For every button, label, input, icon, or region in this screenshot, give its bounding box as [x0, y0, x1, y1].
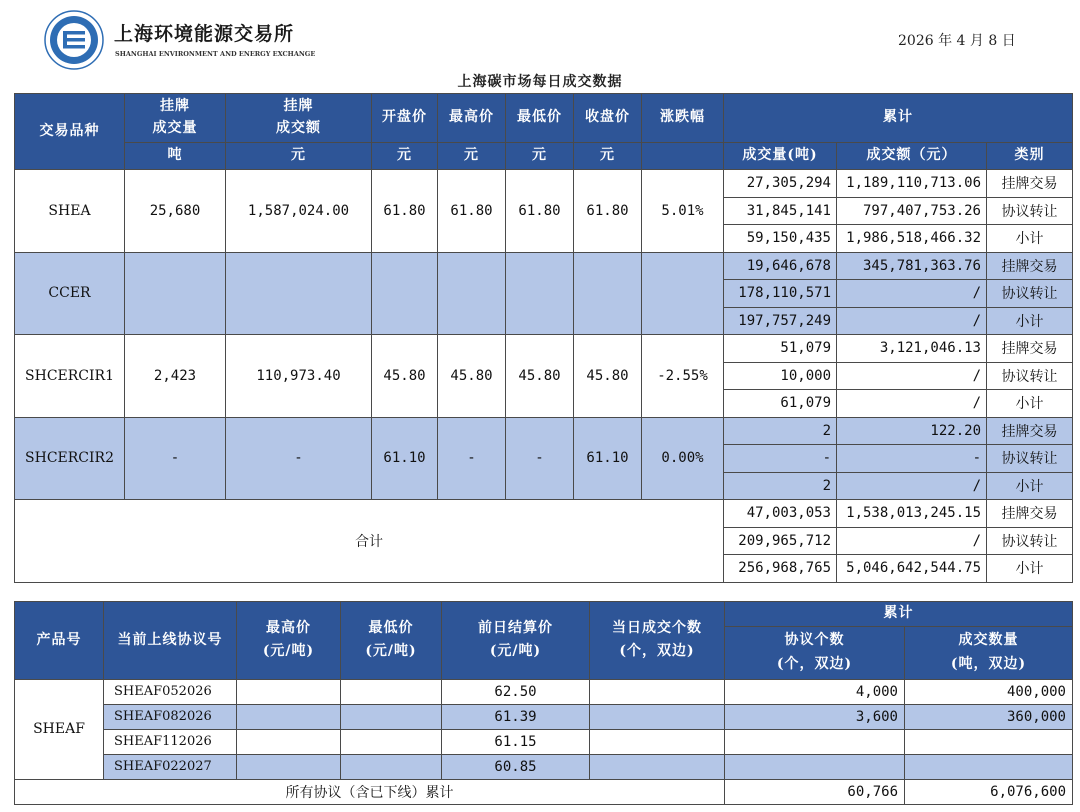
cum-amount: /: [837, 472, 987, 500]
cum-amount: 1,189,110,713.06: [837, 170, 987, 198]
cum-volume: -: [724, 445, 837, 473]
product-name: SHCERCIR2: [15, 417, 125, 500]
fut-deals: [590, 754, 725, 779]
cum-category: 协议转让: [987, 362, 1073, 390]
high-price: 45.80: [438, 335, 506, 418]
fut-header-product: 产品号: [15, 602, 104, 680]
total-category: 挂牌交易: [987, 500, 1073, 528]
cum-category: 协议转让: [987, 197, 1073, 225]
cum-amount: /: [837, 280, 987, 308]
unit-cum-category: 类别: [987, 143, 1073, 170]
fut-deals: [590, 729, 725, 754]
unit-open: 元: [372, 143, 438, 170]
header-high: 最高价: [438, 94, 506, 143]
table-row: [15, 252, 1073, 280]
fut-header-high: 最高价 (元/吨): [237, 602, 341, 680]
product-name: SHCERCIR1: [15, 335, 125, 418]
unit-cum-amount: 成交额（元）: [837, 143, 987, 170]
price-change: 5.01%: [642, 170, 724, 253]
total-row: [15, 500, 1073, 528]
unit-cum-volume: 成交量(吨): [724, 143, 837, 170]
price-change: [642, 252, 724, 335]
table-row: [15, 704, 1073, 729]
futures-table: [14, 601, 1073, 805]
cum-category: 小计: [987, 390, 1073, 418]
fut-cum-quantity: [905, 729, 1073, 754]
cum-amount: 797,407,753.26: [837, 197, 987, 225]
report-header: [0, 0, 1080, 70]
product-name: SHEA: [15, 170, 125, 253]
fut-cum-quantity: [905, 754, 1073, 779]
fut-header-cum-contracts: 协议个数 (个，双边): [725, 626, 905, 679]
fut-high: [237, 754, 341, 779]
total-volume: 256,968,765: [724, 555, 837, 583]
high-price: -: [438, 417, 506, 500]
cum-volume: 19,646,678: [724, 252, 837, 280]
listed-volume: -: [125, 417, 226, 500]
fut-cum-contracts: [725, 729, 905, 754]
header-change: 涨跌幅: [642, 94, 724, 143]
fut-header-cum-quantity: 成交数量 (吨，双边): [905, 626, 1073, 679]
fut-low: [341, 679, 442, 704]
futures-total-row: [15, 779, 1073, 804]
high-price: [438, 252, 506, 335]
cum-volume: 10,000: [724, 362, 837, 390]
fut-low: [341, 729, 442, 754]
unit-low: 元: [506, 143, 574, 170]
fut-prev-settle: 61.39: [442, 704, 590, 729]
exchange-logo-icon: [44, 10, 104, 70]
open-price: 61.10: [372, 417, 438, 500]
cum-volume: 2: [724, 417, 837, 445]
fut-cum-contracts: [725, 754, 905, 779]
table-row: [15, 754, 1073, 779]
table-row: [15, 170, 1073, 198]
low-price: [506, 252, 574, 335]
futures-table-body: [15, 679, 1073, 804]
fut-cum-quantity: 360,000: [905, 704, 1073, 729]
fut-deals: [590, 679, 725, 704]
total-volume: 209,965,712: [724, 527, 837, 555]
open-price: [372, 252, 438, 335]
fut-cum-contracts: 4,000: [725, 679, 905, 704]
table-row: [15, 729, 1073, 754]
header-listed-amount: 挂牌 成交额: [226, 94, 372, 143]
listed-amount: 1,587,024.00: [226, 170, 372, 253]
product-name: CCER: [15, 252, 125, 335]
cum-amount: /: [837, 307, 987, 335]
report-date: 2026 年 4 月 8 日: [898, 33, 1016, 49]
cum-volume: 51,079: [724, 335, 837, 363]
org-name-en: SHANGHAI ENVIRONMENT AND ENERGY EXCHANGE: [115, 50, 316, 58]
contract-code: SHEAF052026: [104, 679, 237, 704]
total-category: 小计: [987, 555, 1073, 583]
carbon-table-body: [15, 170, 1073, 583]
listed-volume: 2,423: [125, 335, 226, 418]
close-price: 61.10: [574, 417, 642, 500]
fut-prev-settle: 62.50: [442, 679, 590, 704]
fut-high: [237, 729, 341, 754]
fut-header-cumulative: 累计: [725, 602, 1073, 627]
header-variety: 交易品种: [15, 94, 125, 170]
header-low: 最低价: [506, 94, 574, 143]
cum-volume: 178,110,571: [724, 280, 837, 308]
fut-high: [237, 679, 341, 704]
fut-header-deals: 当日成交个数 (个，双边): [590, 602, 725, 680]
contract-code: SHEAF022027: [104, 754, 237, 779]
total-amount: 5,046,642,544.75: [837, 555, 987, 583]
low-price: 45.80: [506, 335, 574, 418]
cum-category: 协议转让: [987, 280, 1073, 308]
total-amount: 1,538,013,245.15: [837, 500, 987, 528]
fut-low: [341, 704, 442, 729]
cum-category: 挂牌交易: [987, 335, 1073, 363]
cum-amount: 3,121,046.13: [837, 335, 987, 363]
price-change: 0.00%: [642, 417, 724, 500]
header-close: 收盘价: [574, 94, 642, 143]
header-listed-volume: 挂牌 成交量: [125, 94, 226, 143]
header-cumulative: 累计: [724, 94, 1073, 143]
open-price: 61.80: [372, 170, 438, 253]
cum-volume: 31,845,141: [724, 197, 837, 225]
unit-listed-volume: 吨: [125, 143, 226, 170]
listed-amount: -: [226, 417, 372, 500]
fut-cum-contracts: 3,600: [725, 704, 905, 729]
table-row: [15, 417, 1073, 445]
unit-high: 元: [438, 143, 506, 170]
report-title: 上海碳市场每日成交数据: [457, 74, 623, 90]
futures-total-label: 所有协议（含已下线）累计: [15, 779, 725, 804]
fut-header-contract: 当前上线协议号: [104, 602, 237, 680]
cum-volume: 27,305,294: [724, 170, 837, 198]
price-change: -2.55%: [642, 335, 724, 418]
unit-change: [642, 143, 724, 170]
total-amount: /: [837, 527, 987, 555]
total-category: 协议转让: [987, 527, 1073, 555]
header-open: 开盘价: [372, 94, 438, 143]
listed-amount: 110,973.40: [226, 335, 372, 418]
cum-amount: 1,986,518,466.32: [837, 225, 987, 253]
contract-code: SHEAF112026: [104, 729, 237, 754]
cum-volume: 197,757,249: [724, 307, 837, 335]
cum-category: 协议转让: [987, 445, 1073, 473]
carbon-market-table: [14, 93, 1073, 583]
cum-category: 小计: [987, 472, 1073, 500]
cum-amount: 122.20: [837, 417, 987, 445]
open-price: 45.80: [372, 335, 438, 418]
listed-amount: [226, 252, 372, 335]
fut-header-low: 最低价 (元/吨): [341, 602, 442, 680]
fut-cum-quantity: 400,000: [905, 679, 1073, 704]
close-price: [574, 252, 642, 335]
futures-total-quantity: 6,076,600: [905, 779, 1073, 804]
cum-amount: /: [837, 390, 987, 418]
cum-amount: /: [837, 362, 987, 390]
table-row: [15, 679, 1073, 704]
cum-volume: 2: [724, 472, 837, 500]
fut-prev-settle: 61.15: [442, 729, 590, 754]
org-name-cn: 上海环境能源交易所: [114, 23, 295, 45]
fut-header-prev-settle: 前日结算价 (元/吨): [442, 602, 590, 680]
fut-high: [237, 704, 341, 729]
cum-category: 小计: [987, 225, 1073, 253]
cum-category: 挂牌交易: [987, 170, 1073, 198]
cum-volume: 59,150,435: [724, 225, 837, 253]
contract-code: SHEAF082026: [104, 704, 237, 729]
fut-low: [341, 754, 442, 779]
unit-close: 元: [574, 143, 642, 170]
cum-category: 挂牌交易: [987, 252, 1073, 280]
cum-category: 挂牌交易: [987, 417, 1073, 445]
low-price: 61.80: [506, 170, 574, 253]
high-price: 61.80: [438, 170, 506, 253]
listed-volume: [125, 252, 226, 335]
futures-total-contracts: 60,766: [725, 779, 905, 804]
table-row: [15, 335, 1073, 363]
low-price: -: [506, 417, 574, 500]
total-label: 合计: [15, 500, 724, 583]
listed-volume: 25,680: [125, 170, 226, 253]
cum-amount: -: [837, 445, 987, 473]
close-price: 61.80: [574, 170, 642, 253]
cum-amount: 345,781,363.76: [837, 252, 987, 280]
futures-product: SHEAF: [15, 679, 104, 779]
cum-category: 小计: [987, 307, 1073, 335]
cum-volume: 61,079: [724, 390, 837, 418]
close-price: 45.80: [574, 335, 642, 418]
total-volume: 47,003,053: [724, 500, 837, 528]
unit-listed-amount: 元: [226, 143, 372, 170]
fut-deals: [590, 704, 725, 729]
fut-prev-settle: 60.85: [442, 754, 590, 779]
